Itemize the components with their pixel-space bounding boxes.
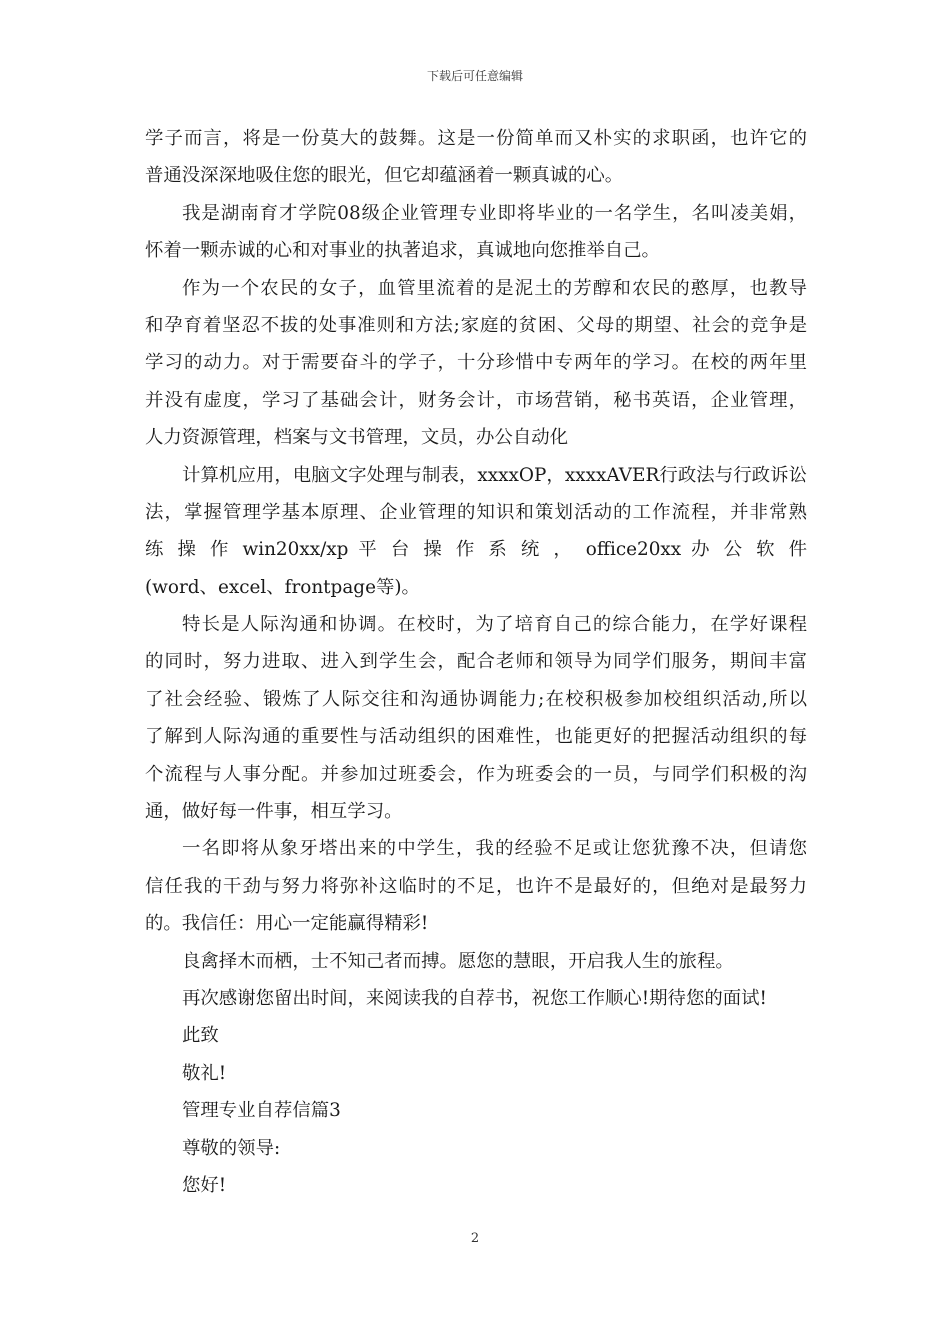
page-header: 下载后可任意编辑 <box>426 69 523 83</box>
page-number: 2 <box>470 1231 480 1246</box>
text-line: 法，掌握管理学基本原理、企业管理的知识和策划活动的工作流程，并非常熟 <box>145 501 807 523</box>
text-line: 一名即将从象牙塔出来的中学生，我的经验不足或让您犹豫不决，但请您 <box>182 838 807 860</box>
text-line: 练 操 作 win20xx/xp 平 台 操 作 系 统 ， office20xx 办 公 软 件 <box>145 539 807 561</box>
text-line: 人力资源管理，档案与文书管理，文员，办公自动化 <box>145 427 568 449</box>
text-line: 普通没深深地吸住您的眼光，但它却蕴涵着一颗真诚的心。 <box>145 165 624 187</box>
text-line: 的同时，努力进取、进入到学生会，配合老师和领导为同学们服务，期间丰富 <box>145 651 807 673</box>
text-line: 个流程与人事分配。并参加过班委会，作为班委会的一员，与同学们积极的沟 <box>145 763 807 785</box>
text-line: 敬礼! <box>182 1062 227 1084</box>
text-line: 我是湖南育才学院08级企业管理专业即将毕业的一名学生，名叫凌美娟， <box>182 202 807 224</box>
text-line: 信任我的干劲与努力将弥补这临时的不足，也许不是最好的，但绝对是最努力 <box>145 875 807 897</box>
text-line: 的。我信任：用心一定能赢得精彩! <box>145 913 429 935</box>
text-line: 了解到人际沟通的重要性与活动组织的困难性，也能更好的把握活动组织的每 <box>145 726 807 748</box>
text-line: 并没有虚度，学习了基础会计，财务会计，市场营销，秘书英语，企业管理， <box>145 389 807 411</box>
document-body <box>145 120 807 1204</box>
text-line: 通，做好每一件事，相互学习。 <box>145 801 403 823</box>
text-line: (word、excel、frontpage等)。 <box>145 576 420 598</box>
text-line: 良禽择木而栖，士不知己者而搏。愿您的慧眼，开启我人生的旅程。 <box>182 950 734 972</box>
text-line: 再次感谢您留出时间，来阅读我的自荐书，祝您工作顺心!期待您的面试! <box>182 987 767 1009</box>
text-line: 了社会经验、锻炼了人际交往和沟通协调能力;在校积极参加校组织活动,所以 <box>145 688 807 710</box>
text-line: 学习的动力。对于需要奋斗的学子，十分珍惜中专两年的学习。在校的两年里 <box>145 352 807 374</box>
text-line: 怀着一颗赤诚的心和对事业的执著追求，真诚地向您推举自己。 <box>145 240 660 262</box>
text-line: 学子而言，将是一份莫大的鼓舞。这是一份简单而又朴实的求职函，也许它的 <box>145 128 807 149</box>
text-line: 计算机应用，电脑文字处理与制表，xxxxOP，xxxxAVER行政法与行政诉讼 <box>182 464 807 486</box>
text-line: 作为一个农民的女子，血管里流着的是泥土的芳醇和农民的憨厚，也教导 <box>182 277 807 299</box>
text-line: 您好! <box>182 1174 227 1196</box>
text-line: 此致 <box>182 1025 219 1047</box>
text-line: 管理专业自荐信篇3 <box>182 1100 341 1122</box>
text-line: 和孕育着坚忍不拔的处事准则和方法;家庭的贫困、父母的期望、社会的竞争是 <box>145 314 807 336</box>
text-line: 特长是人际沟通和协调。在校时，为了培育自己的综合能力，在学好课程 <box>182 614 807 636</box>
text-line: 尊敬的领导: <box>182 1137 281 1159</box>
